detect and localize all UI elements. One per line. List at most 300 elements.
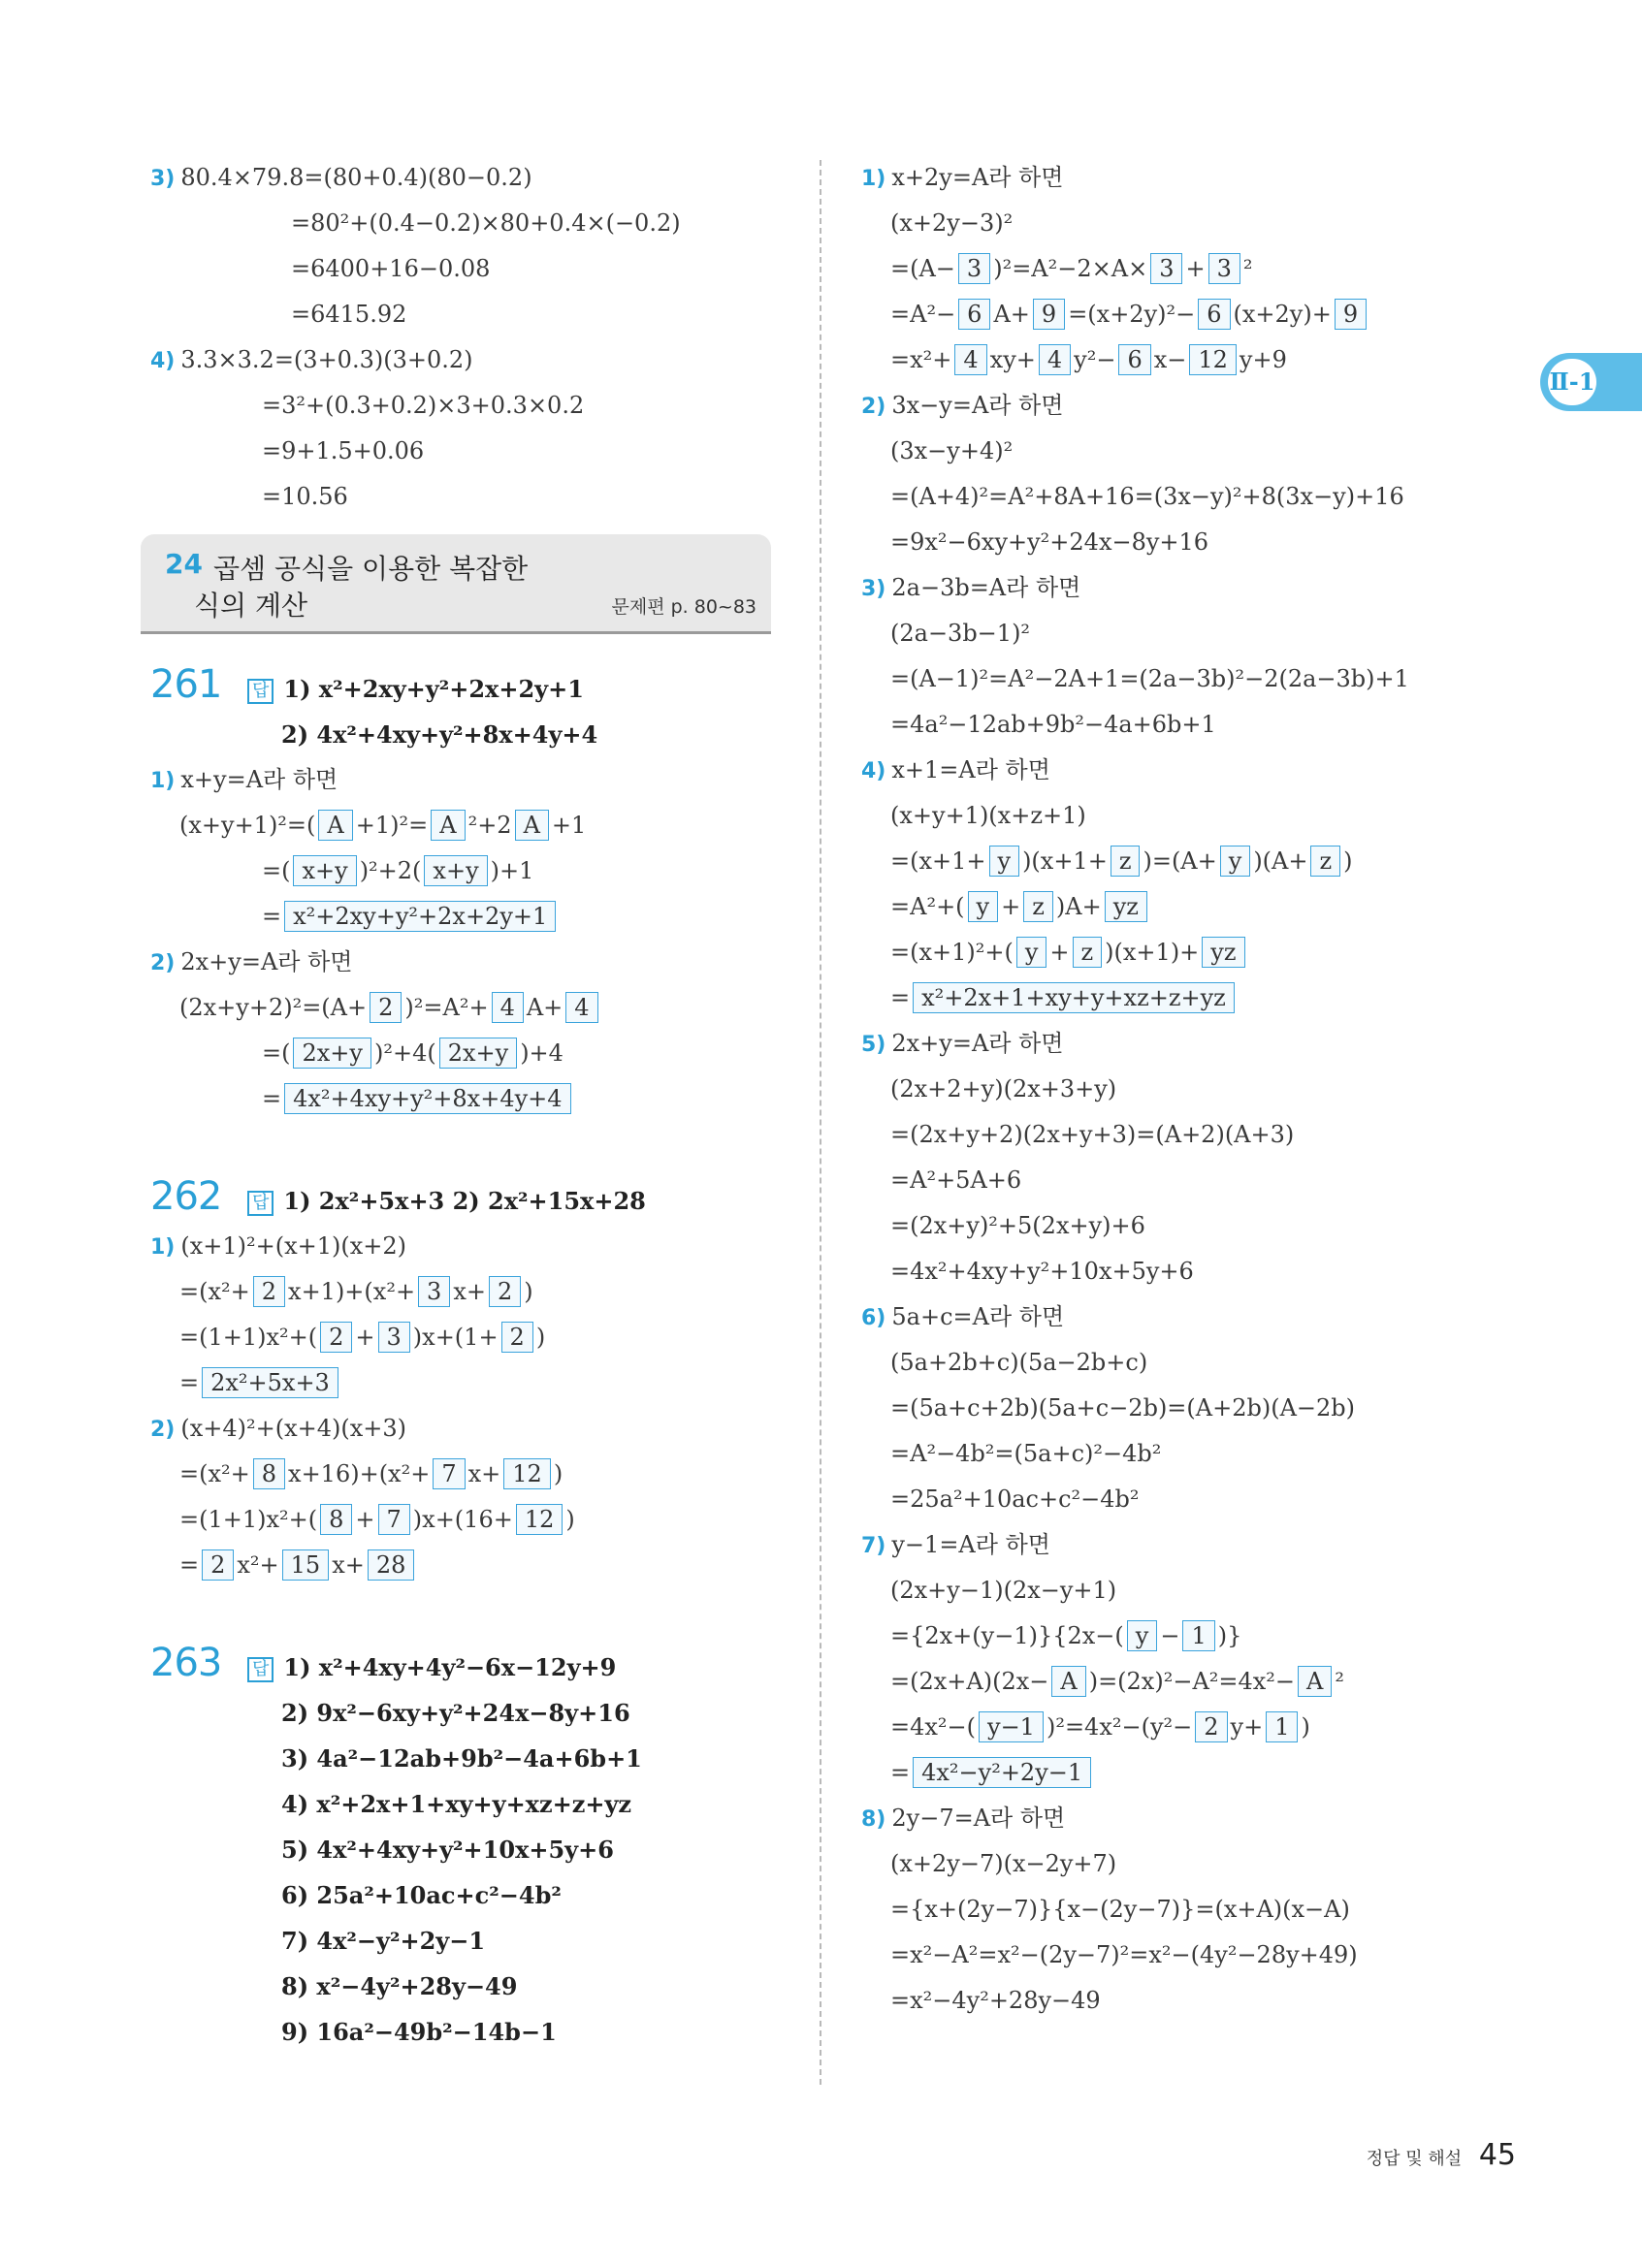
answer-line <box>150 1964 781 2009</box>
answer-box: z <box>1073 937 1103 968</box>
expression-text: )x+(16+ <box>412 1506 513 1533</box>
answer-line <box>150 1736 781 1781</box>
expression-text: = <box>179 1369 200 1396</box>
expression-text: =9x²−6xy+y²+24x−8y+16 <box>890 528 1209 556</box>
solution-line <box>861 1386 1482 1431</box>
expression-text: x+2y=A <box>891 164 989 191</box>
expression-text: )²=A²+ <box>404 994 489 1021</box>
answer-box: 4 <box>1039 344 1071 375</box>
answer-line <box>150 1781 781 1827</box>
expression-text: ) <box>524 1278 533 1305</box>
expression-text: y+9 <box>1239 346 1287 373</box>
answer-box: y <box>1220 846 1251 877</box>
section-header <box>141 534 771 634</box>
expression-text: =(1+1)x²+( <box>179 1324 318 1351</box>
item-number: 2) <box>150 1418 176 1442</box>
answer-text: 6) 25a²+10ac+c²−4b² <box>281 1881 562 1909</box>
expression-text: x²+ <box>237 1551 279 1579</box>
answer-box: 1 <box>1182 1620 1214 1651</box>
expression-text: )=(A+ <box>1143 847 1217 875</box>
column-divider <box>820 160 821 2085</box>
solution-line <box>861 1887 1482 1933</box>
expression-text: = <box>890 1759 911 1786</box>
answer-box: z <box>1023 891 1053 922</box>
item-number: 3) <box>861 577 886 601</box>
answer-box: 2 <box>253 1276 285 1307</box>
answer-box: x²+2xy+y²+2x+2y+1 <box>284 901 556 932</box>
left-top-lines <box>150 155 781 520</box>
solution-line <box>150 337 781 383</box>
answer-box: 12 <box>503 1458 551 1489</box>
expression-text: =(x²+ <box>179 1460 250 1487</box>
answer-box: x+y <box>293 855 356 886</box>
solution-line <box>861 155 1482 201</box>
expression-text: (x+2y)+ <box>1233 301 1332 328</box>
expression-text: =x²−A²=x²−(2y−7)²=x²−(4y²−28y+49) <box>890 1941 1358 1968</box>
answer-badge: 답 <box>247 679 274 704</box>
expression-text: =( <box>262 1039 291 1067</box>
expression-text: =9+1.5+0.06 <box>262 437 425 464</box>
expression-text: A+ <box>526 994 563 1021</box>
expression-text: (5a+2b+c)(5a−2b+c) <box>890 1349 1148 1376</box>
answer-text: 2) 4x²+4xy+y²+8x+4y+4 <box>281 720 598 749</box>
solution-line <box>150 292 781 337</box>
problem-263-answers <box>150 1690 781 2055</box>
answer-box: 3 <box>1208 253 1240 284</box>
item-number: 2) <box>150 951 176 975</box>
solution-line <box>150 1224 781 1269</box>
item-number: 7) <box>861 1534 886 1558</box>
answer-line <box>150 1827 781 1872</box>
answer-text: 2) 9x²−6xy+y²+24x−8y+16 <box>281 1699 630 1727</box>
solution-line <box>861 1112 1482 1158</box>
problem-262-header <box>150 1170 781 1224</box>
expression-text: )²=A²−2×A× <box>993 255 1148 282</box>
answer-line <box>150 1872 781 1918</box>
page-footer <box>1367 2138 1516 2172</box>
expression-text: ) <box>535 1324 546 1351</box>
expression-text: =(2x+y+2)(2x+y+3)=(A+2)(A+3) <box>890 1121 1295 1148</box>
solution-line <box>861 1705 1482 1750</box>
expression-text: + <box>1049 939 1070 966</box>
solution-line <box>150 803 781 848</box>
right-solution-lines <box>861 155 1482 2024</box>
expression-text: 라 하면 <box>975 756 1050 783</box>
expression-text: (3x−y+4)² <box>890 437 1014 464</box>
solution-line <box>861 748 1482 793</box>
answer-box: z <box>1310 846 1340 877</box>
answer-box: A <box>318 810 352 841</box>
expression-text: = <box>890 984 911 1011</box>
solution-line <box>861 1796 1482 1841</box>
answer-box: z <box>1111 846 1141 877</box>
item-number: 5) <box>861 1033 886 1057</box>
expression-text: )(x+1+ <box>1022 847 1108 875</box>
section-page-ref: 문제편 p. 80~83 <box>611 596 757 618</box>
expression-text: y+ <box>1230 1713 1264 1741</box>
problem-number: 261 <box>150 662 222 707</box>
expression-text: )(A+ <box>1253 847 1308 875</box>
solution-line <box>861 520 1482 565</box>
problem-number: 263 <box>150 1641 222 1685</box>
answer-box: 2 <box>489 1276 521 1307</box>
answer-box: 12 <box>516 1504 563 1535</box>
expression-text: 3.3×3.2=(3+0.3)(3+0.2) <box>180 346 473 373</box>
answer-box: 3 <box>418 1276 450 1307</box>
answer-box: 6 <box>1198 299 1230 330</box>
expression-text: xy+ <box>989 346 1036 373</box>
answer-box: 3 <box>958 253 990 284</box>
expression-text: =(x²+ <box>179 1278 250 1305</box>
expression-text: =x²−4y²+28y−49 <box>890 1987 1101 2014</box>
solution-line <box>861 1294 1482 1340</box>
solution-line <box>150 1076 781 1122</box>
expression-text: x+ <box>467 1460 501 1487</box>
expression-text: − <box>1160 1622 1180 1649</box>
expression-text: 2y−7=A <box>891 1805 991 1832</box>
answer-box: 4 <box>565 992 597 1023</box>
problem-262-solution <box>150 1224 781 1588</box>
answer-box: 4 <box>492 992 524 1023</box>
item-number: 3) <box>150 167 176 191</box>
expression-text: =4x²−( <box>890 1713 977 1741</box>
solution-line <box>861 1158 1482 1203</box>
item-number: 4) <box>150 349 176 373</box>
answer-box: 2 <box>370 992 402 1023</box>
answer-line <box>150 1690 781 1736</box>
expression-text: 2a−3b=A <box>891 574 1007 601</box>
expression-text: ² <box>1242 255 1253 282</box>
solution-line <box>861 292 1482 337</box>
answer-box: 3 <box>1150 253 1182 284</box>
expression-text: (x+y+1)(x+z+1) <box>890 802 1086 829</box>
solution-line <box>150 1543 781 1588</box>
solution-line <box>861 1477 1482 1522</box>
expression-text: =(x+2y)²− <box>1068 301 1196 328</box>
solution-line <box>150 848 781 894</box>
expression-text: (x+1)²+(x+1)(x+2) <box>180 1232 407 1260</box>
answer-text: 4) x²+2x+1+xy+y+xz+z+yz <box>281 1790 632 1818</box>
section-title-line1: 곱셈 공식을 이용한 복잡한 <box>213 553 529 585</box>
expression-text: 3x−y=A <box>891 392 989 419</box>
item-number: 2) <box>861 395 886 419</box>
answer-box: 2 <box>320 1322 352 1353</box>
answer-box: y <box>1127 1620 1158 1651</box>
expression-text: =(1+1)x²+( <box>179 1506 318 1533</box>
expression-text: 2x+y=A <box>891 1030 989 1057</box>
solution-line <box>861 793 1482 839</box>
solution-line <box>861 1021 1482 1067</box>
expression-text: ) <box>553 1460 563 1487</box>
answer-box: 2 <box>1195 1711 1227 1742</box>
solution-line <box>861 474 1482 520</box>
expression-text: )+1 <box>490 857 534 884</box>
item-number: 4) <box>861 759 886 783</box>
answer-text: 7) 4x²−y²+2y−1 <box>281 1927 486 1955</box>
expression-text: 5a+c=A <box>891 1303 989 1330</box>
expression-text: ²+2 <box>467 812 512 839</box>
solution-line <box>861 565 1482 611</box>
answer-box: 12 <box>1189 344 1237 375</box>
problem-number: 262 <box>150 1174 222 1219</box>
expression-text: =3²+(0.3+0.2)×3+0.3×0.2 <box>262 392 585 419</box>
solution-line <box>150 246 781 292</box>
solution-line <box>861 1522 1482 1568</box>
answer-box: 1 <box>1266 1711 1298 1742</box>
answer-badge: 답 <box>247 1191 274 1216</box>
answer-line <box>150 2009 781 2055</box>
solution-line <box>150 1269 781 1315</box>
solution-line <box>861 1613 1482 1659</box>
expression-text: 라 하면 <box>988 1030 1064 1057</box>
expression-text: +1 <box>551 812 587 839</box>
expression-text: x+ <box>453 1278 486 1305</box>
expression-text: + <box>1185 255 1206 282</box>
expression-text: =6400+16−0.08 <box>291 255 491 282</box>
item-number: 1) <box>150 1235 176 1260</box>
solution-line <box>150 1452 781 1497</box>
expression-text: = <box>262 903 282 930</box>
answer-box: 7 <box>378 1504 410 1535</box>
expression-text: =A²− <box>890 301 956 328</box>
solution-line <box>861 930 1482 975</box>
expression-text: ) <box>565 1506 575 1533</box>
expression-text: =(5a+c+2b)(5a+c−2b)=(A+2b)(A−2b) <box>890 1394 1356 1421</box>
expression-text: =4a²−12ab+9b²−4a+6b+1 <box>890 711 1216 738</box>
solution-line <box>150 201 781 246</box>
expression-text: =A²−4b²=(5a+c)²−4b² <box>890 1440 1162 1467</box>
answer-box: y <box>989 846 1020 877</box>
solution-line <box>861 884 1482 930</box>
answer-box: 4 <box>954 344 986 375</box>
expression-text: =10.56 <box>262 483 348 510</box>
answer-box: yz <box>1202 937 1244 968</box>
expression-text: + <box>1001 893 1021 920</box>
expression-text: (x+y+1)²=( <box>179 812 316 839</box>
expression-text: A+ <box>993 301 1030 328</box>
solution-line <box>861 1203 1482 1249</box>
answer-text: 5) 4x²+4xy+y²+10x+5y+6 <box>281 1836 614 1864</box>
problem-263-header <box>150 1637 781 1690</box>
answer-text: 1) 2x²+5x+3 2) 2x²+15x+28 <box>283 1187 646 1215</box>
solution-line <box>150 1360 781 1406</box>
expression-text: )=(2x)²−A²=4x²− <box>1088 1668 1296 1695</box>
expression-text: (x+4)²+(x+4)(x+3) <box>180 1415 407 1442</box>
expression-text: ) <box>1301 1713 1310 1741</box>
expression-text: 라 하면 <box>263 766 338 793</box>
expression-text: y²− <box>1074 346 1116 373</box>
expression-text: 라 하면 <box>988 164 1064 191</box>
expression-text: =(x+1+ <box>890 847 986 875</box>
answer-box: 6 <box>958 299 990 330</box>
solution-line <box>150 985 781 1031</box>
solution-line <box>150 894 781 940</box>
answer-box: 2 <box>202 1549 234 1581</box>
solution-line <box>150 429 781 474</box>
answer-box: 9 <box>1335 299 1367 330</box>
solution-line <box>861 839 1482 884</box>
page-number: 45 <box>1478 2138 1516 2172</box>
expression-text: =A²+5A+6 <box>890 1166 1022 1194</box>
answer-box: 15 <box>282 1549 330 1581</box>
solution-line <box>861 246 1482 292</box>
answer-text: 3) 4a²−12ab+9b²−4a+6b+1 <box>281 1744 642 1773</box>
expression-text: =(A−1)²=A²−2A+1=(2a−3b)²−2(2a−3b)+1 <box>890 665 1409 692</box>
right-column <box>861 155 1482 2024</box>
solution-line <box>861 1568 1482 1613</box>
solution-line <box>861 656 1482 702</box>
expression-text: )(x+1)+ <box>1105 939 1200 966</box>
item-number: 1) <box>861 167 886 191</box>
expression-text: x− <box>1153 346 1187 373</box>
solution-line <box>861 1249 1482 1294</box>
expression-text: =80²+(0.4−0.2)×80+0.4×(−0.2) <box>291 209 681 237</box>
solution-line <box>861 1340 1482 1386</box>
expression-text: 라 하면 <box>988 1303 1065 1330</box>
solution-line <box>150 155 781 201</box>
solution-line <box>150 1406 781 1452</box>
answer-text: 9) 16a²−49b²−14b−1 <box>281 2018 557 2046</box>
expression-text: )} <box>1217 1622 1242 1649</box>
expression-text: )+4 <box>520 1039 563 1067</box>
expression-text: )²=4x²−(y²− <box>1046 1713 1193 1741</box>
answer-box: 9 <box>1033 299 1065 330</box>
solution-line <box>861 1841 1482 1887</box>
answer-text: 1) x²+2xy+y²+2x+2y+1 <box>283 675 584 703</box>
solution-line <box>861 383 1482 429</box>
expression-text: 라 하면 <box>990 1805 1066 1832</box>
answer-line <box>150 712 781 757</box>
answer-box: 7 <box>433 1458 465 1489</box>
left-column <box>150 155 781 2055</box>
solution-line <box>861 1978 1482 2024</box>
expression-text: =(x+1)²+( <box>890 939 1014 966</box>
answer-box: A <box>431 810 465 841</box>
answer-box: x²+2x+1+xy+y+xz+z+yz <box>913 982 1235 1013</box>
expression-text: =A²+( <box>890 893 965 920</box>
expression-text: =x²+ <box>890 346 952 373</box>
answer-box: A <box>1298 1666 1332 1697</box>
answer-box: yz <box>1105 891 1147 922</box>
expression-text: (2a−3b−1)² <box>890 620 1031 647</box>
answer-box: A <box>515 810 549 841</box>
solution-line <box>861 337 1482 383</box>
answer-box: 4x²+4xy+y²+8x+4y+4 <box>284 1083 570 1114</box>
answer-box: 2x+y <box>293 1038 370 1069</box>
expression-text: =4x²+4xy+y²+10x+5y+6 <box>890 1258 1194 1285</box>
expression-text: x+1=A <box>891 756 976 783</box>
solution-line <box>150 474 781 520</box>
expression-text: =(2x+A)(2x− <box>890 1668 1049 1695</box>
expression-text: )²+4( <box>373 1039 436 1067</box>
expression-text: 80.4×79.8=(80+0.4)(80−0.2) <box>180 164 532 191</box>
answer-box: 2 <box>501 1322 533 1353</box>
solution-line <box>861 1431 1482 1477</box>
answer-box: y <box>968 891 999 922</box>
expression-text: = <box>179 1551 200 1579</box>
expression-text: +1)²= <box>355 812 429 839</box>
expression-text: )x+(1+ <box>412 1324 499 1351</box>
answer-box: 28 <box>368 1549 415 1581</box>
answer-box: 2x²+5x+3 <box>202 1367 338 1398</box>
expression-text: 라 하면 <box>277 948 353 975</box>
solution-line <box>861 611 1482 656</box>
solution-line <box>150 383 781 429</box>
expression-text: 라 하면 <box>1006 574 1081 601</box>
expression-text: =6415.92 <box>291 301 407 328</box>
answer-box: 2x+y <box>439 1038 517 1069</box>
answer-box: 8 <box>253 1458 285 1489</box>
answer-box: 4x²−y²+2y−1 <box>913 1757 1091 1788</box>
solution-line <box>861 1750 1482 1796</box>
expression-text: =(A+4)²=A²+8A+16=(3x−y)²+8(3x−y)+16 <box>890 483 1404 510</box>
expression-text: x+16)+(x²+ <box>288 1460 431 1487</box>
footer-text: 정답 및 해설 <box>1366 2149 1463 2169</box>
solution-line <box>150 1497 781 1543</box>
expression-text: (x+2y−7)(x−2y+7) <box>890 1850 1117 1877</box>
answer-box: 6 <box>1118 344 1150 375</box>
answer-badge: 답 <box>247 1657 274 1682</box>
chapter-tab <box>1540 353 1642 411</box>
section-number: 24 <box>165 548 203 580</box>
answer-box: x+y <box>424 855 487 886</box>
expression-text: ={2x+(y−1)}{2x−( <box>890 1622 1124 1649</box>
answer-box: y−1 <box>979 1711 1044 1742</box>
section-title-line2: 식의 계산 <box>194 590 308 622</box>
answer-text: 8) x²−4y²+28y−49 <box>281 1972 518 2000</box>
solution-line <box>861 702 1482 748</box>
expression-text: y−1=A <box>891 1531 976 1558</box>
item-number: 1) <box>150 769 176 793</box>
expression-text: = <box>262 1085 282 1112</box>
expression-text: 라 하면 <box>988 392 1064 419</box>
answer-text: 1) x²+4xy+4y²−6x−12y+9 <box>283 1653 617 1681</box>
answer-line <box>150 1918 781 1964</box>
expression-text: )²+2( <box>359 857 422 884</box>
expression-text: =(2x+y)²+5(2x+y)+6 <box>890 1212 1145 1239</box>
solution-line <box>861 1067 1482 1112</box>
expression-text: =(A− <box>890 255 955 282</box>
solution-line <box>861 429 1482 474</box>
item-number: 8) <box>861 1807 886 1832</box>
expression-text: ² <box>1335 1668 1345 1695</box>
problem-261-header <box>150 658 781 712</box>
expression-text: (2x+y−1)(2x−y+1) <box>890 1577 1117 1604</box>
expression-text: (x+2y−3)² <box>890 209 1014 237</box>
solution-line <box>861 975 1482 1021</box>
expression-text: =25a²+10ac+c²−4b² <box>890 1485 1140 1513</box>
solution-line <box>150 757 781 803</box>
answer-box: A <box>1051 1666 1085 1697</box>
expression-text: (2x+y+2)²=(A+ <box>179 994 368 1021</box>
solution-line <box>150 1031 781 1076</box>
solution-line <box>861 201 1482 246</box>
expression-text: )A+ <box>1055 893 1102 920</box>
expression-text: (2x+2+y)(2x+3+y) <box>890 1075 1117 1102</box>
solution-line <box>150 940 781 985</box>
expression-text: 2x+y=A <box>180 948 278 975</box>
solution-line <box>150 1315 781 1360</box>
expression-text: x+y=A <box>180 766 264 793</box>
expression-text: + <box>355 1506 375 1533</box>
expression-text: ) <box>1343 847 1353 875</box>
item-number: 6) <box>861 1306 886 1330</box>
expression-text: 라 하면 <box>975 1531 1050 1558</box>
answer-box: 3 <box>378 1322 410 1353</box>
answer-box: 8 <box>320 1504 352 1535</box>
chapter-tab-label: Ⅱ-1 <box>1548 359 1596 405</box>
expression-text: x+1)+(x²+ <box>288 1278 416 1305</box>
